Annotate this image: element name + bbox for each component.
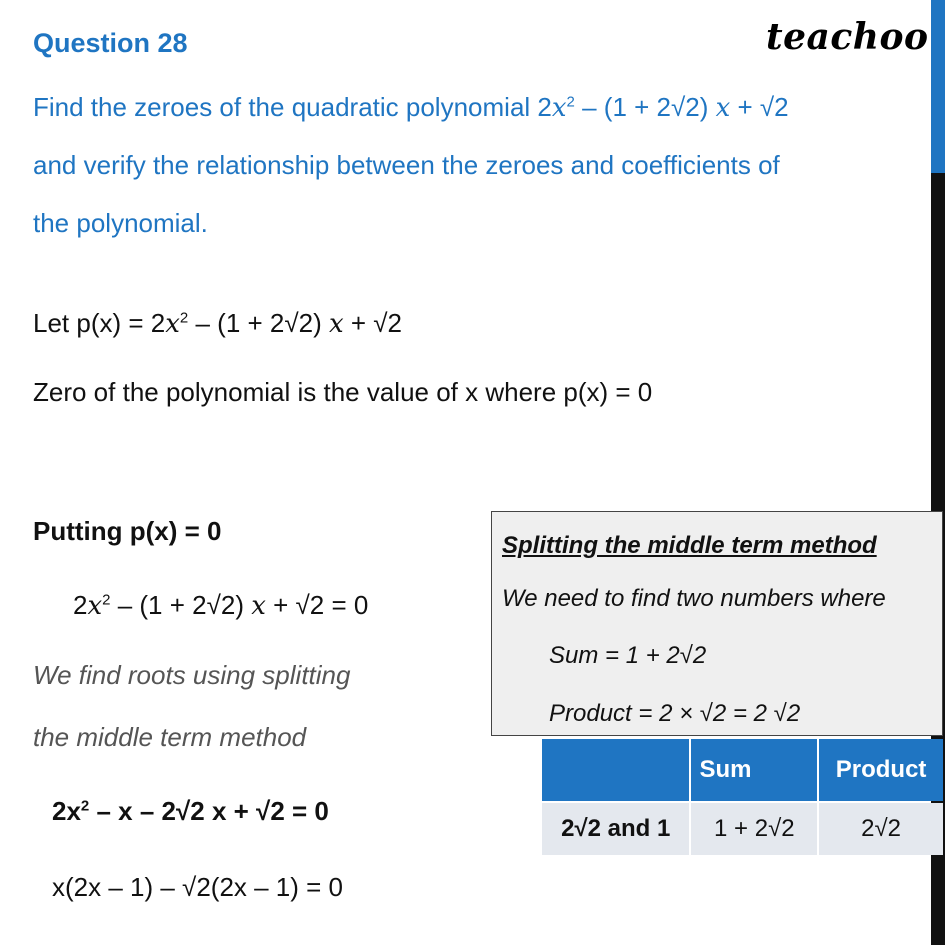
table-header-cell: [542, 739, 689, 801]
table-header-row: [542, 739, 943, 801]
teachoo-logo: teachoo: [766, 16, 929, 58]
split-step: $2x^2$ – x – 2√2 x + √2 = 0: [52, 796, 329, 826]
let-statement: Let p(x) = 2𝑥$^2$ – (1 + 2√2) 𝑥 + √2: [33, 308, 403, 339]
table-header-cell: Sum: [691, 739, 817, 801]
method-box-sum: Sum = 1 + 2√2: [549, 642, 707, 669]
question-line-3: the polynomial.: [33, 208, 208, 238]
table-row: [542, 803, 943, 855]
question-heading: Question 28: [33, 28, 188, 58]
putting-heading: Putting p(x) = 0: [33, 516, 222, 546]
method-box-product: Product = 2 × √2 = 2 √2: [549, 700, 801, 727]
method-box-intro: We need to find two numbers where: [502, 585, 886, 612]
pair-table: [540, 737, 945, 857]
method-box: [491, 511, 943, 736]
equation-line: 2𝑥$^2$ – (1 + 2√2) 𝑥 + √2 = 0: [73, 590, 369, 621]
right-edge-accent: [931, 0, 945, 173]
table-cell: 2√2: [819, 803, 943, 855]
zero-definition: Zero of the polynomial is the value of x where p(x) = 0: [33, 377, 653, 407]
table-header-cell: Product: [819, 739, 943, 801]
method-note-line-2: the middle term method: [33, 722, 307, 752]
table-cell: 2√2 and 1: [542, 803, 689, 855]
question-line-1: Find the zeroes of the quadratic polynomial 2𝑥$^2$ – (1 + 2√2) 𝑥 + √2: [33, 92, 789, 123]
method-note-line-1: We find roots using splitting: [33, 660, 351, 690]
factor-step: x(2x – 1) – √2(2x – 1) = 0: [52, 872, 344, 902]
question-line-2: and verify the relationship between the zeroes and coefficients of: [33, 150, 780, 180]
table-cell: 1 + 2√2: [691, 803, 817, 855]
method-box-title: Splitting the middle term method: [502, 532, 877, 559]
